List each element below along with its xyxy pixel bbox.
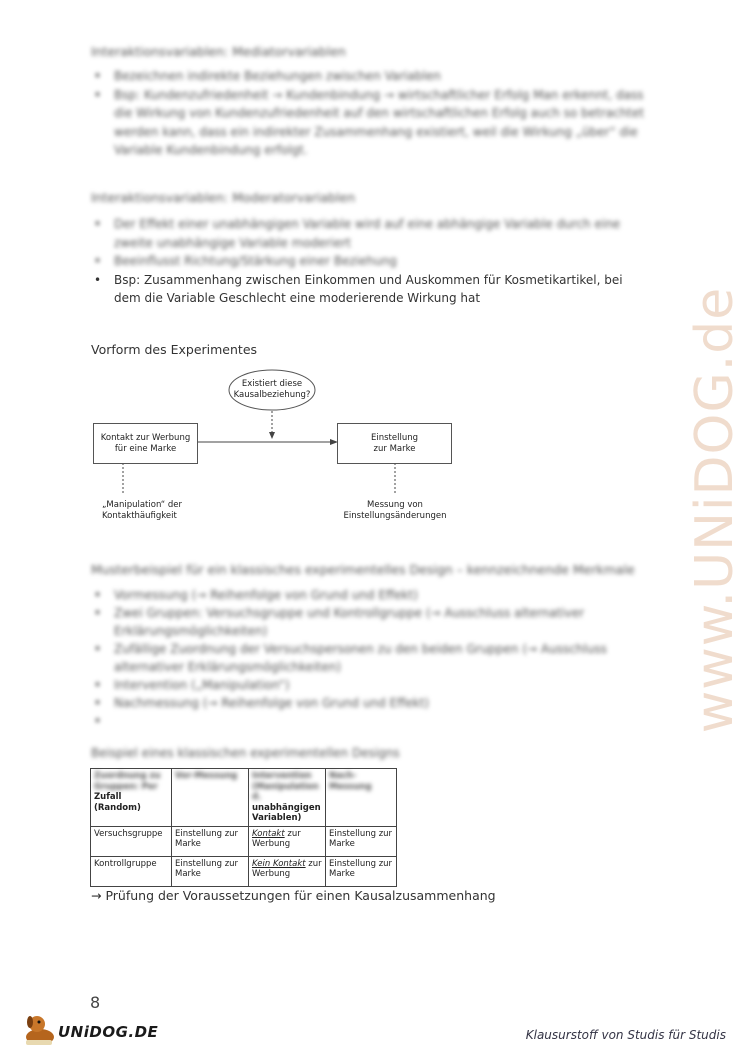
footer-tagline: Klausurstoff von Studis für Studis [525, 1028, 726, 1042]
mediator-bullets [91, 67, 651, 160]
table-header-cell: Intervention (Manipulation d. unabhängigen Variablen) [249, 769, 326, 827]
list-item: • Zwei Gruppen: Versuchsgruppe und Kontrollgruppe (→ Ausschluss alternativer Erklärungsmöglichkeiten) [91, 604, 651, 640]
moderator-bullets [91, 215, 651, 308]
table-cell: Kein Kontakt zur Werbung [249, 856, 326, 886]
table-cell: Einstellung zur Marke [172, 826, 249, 856]
table-row [91, 826, 397, 856]
table-header-cell: Nach-Messung [326, 769, 397, 827]
causal-question-text: Existiert diese Kausalbeziehung? [233, 379, 311, 400]
brand-attitude-box [337, 423, 452, 464]
moderator-example: • Bsp: Zusammenhang zwischen Einkommen und Auskommen für Kosmetikartikel, bei dem die Variable Geschlecht eine moderierende Wirkung hat [91, 271, 651, 308]
table-cell: Einstellung zur Marke [172, 856, 249, 886]
experimental-design-table [90, 768, 397, 887]
advertising-contact-box [93, 423, 198, 464]
table-header-row [91, 769, 397, 827]
list-item: • Vormessung (→ Reihenfolge von Grund und Effekt) [91, 586, 651, 604]
table-cell: Kontakt zur Werbung [249, 826, 326, 856]
list-item: • Bezeichnen indirekte Beziehungen zwischen Variablen [91, 67, 651, 86]
brand-attitude-label: Einstellung zur Marke [370, 432, 418, 454]
watermark: www.UNiDOG.de [685, 286, 745, 734]
connector-arrowhead [269, 432, 275, 439]
dog-icon [20, 1010, 60, 1048]
list-item: • Nachmessung (→ Reihenfolge von Grund und Effekt) [91, 694, 651, 712]
design-features-heading: Musterbeispiel für ein klassisches experimentelles Design – kennzeichnende Merkmale [91, 562, 635, 577]
advertising-contact-label: Kontakt zur Werbung für eine Marke [100, 432, 191, 454]
logo-text: UNiDOG.DE [58, 1023, 159, 1041]
table-header-cell: Vor-Messung [172, 769, 249, 827]
list-item: • Beeinflusst Richtung/Stärkung einer Beziehung [91, 252, 651, 271]
table-cell: Einstellung zur Marke [326, 826, 397, 856]
page-number: 8 [90, 993, 101, 1012]
moderator-heading: Interaktionsvariablen: Moderatorvariablen [91, 190, 356, 205]
mediator-heading: Interaktionsvariablen: Mediatorvariablen [91, 44, 346, 59]
list-item: • Bsp: Kundenzufriedenheit → Kundenbindung → wirtschaftlicher Erfolg Man erkennt, dass die Wirkung von Kundenzufriedenheit auf den wirtschaftlichen Erfolg auch so betrachtet werden kann, dass ein indirekter Zusammenhang existiert, weil die Wirkung „über“ die Variable Kundenbindung erfolgt. [91, 86, 651, 160]
table-title: Beispiel eines klassischen experimentellen Designs [91, 746, 400, 760]
table-header-cell: Zuordnung zu Gruppen: Per Zufall (Random) [91, 769, 172, 827]
experiment-diagram [90, 368, 470, 528]
table-cell: Versuchsgruppe [91, 826, 172, 856]
moderator-section [91, 190, 651, 308]
table-row [91, 856, 397, 886]
manipulation-caption: „Manipulation“ der Kontakthäufigkeit [102, 500, 182, 521]
design-features-section [91, 562, 651, 712]
list-item: • Zufällige Zuordnung der Versuchspersonen zu den beiden Gruppen (→ Ausschluss alternativer Erklärungsmöglichkeiten) [91, 640, 651, 676]
table-cell: Einstellung zur Marke [326, 856, 397, 886]
design-features-bullets [91, 586, 651, 712]
unidog-logo [20, 1010, 159, 1048]
mediator-section [91, 44, 651, 160]
conclusion-text: → Prüfung der Voraussetzungen für einen Kausalzusammenhang [91, 888, 496, 903]
list-item: • Der Effekt einer unabhängigen Variable wird auf eine abhängige Variable durch eine zweite unabhängige Variable moderiert [91, 215, 651, 252]
vorform-title: Vorform des Experimentes [91, 342, 258, 357]
table-cell: Kontrollgruppe [91, 856, 172, 886]
list-item: • Intervention („Manipulation“) [91, 676, 651, 694]
measurement-caption: Messung von Einstellungsänderungen [343, 500, 447, 521]
